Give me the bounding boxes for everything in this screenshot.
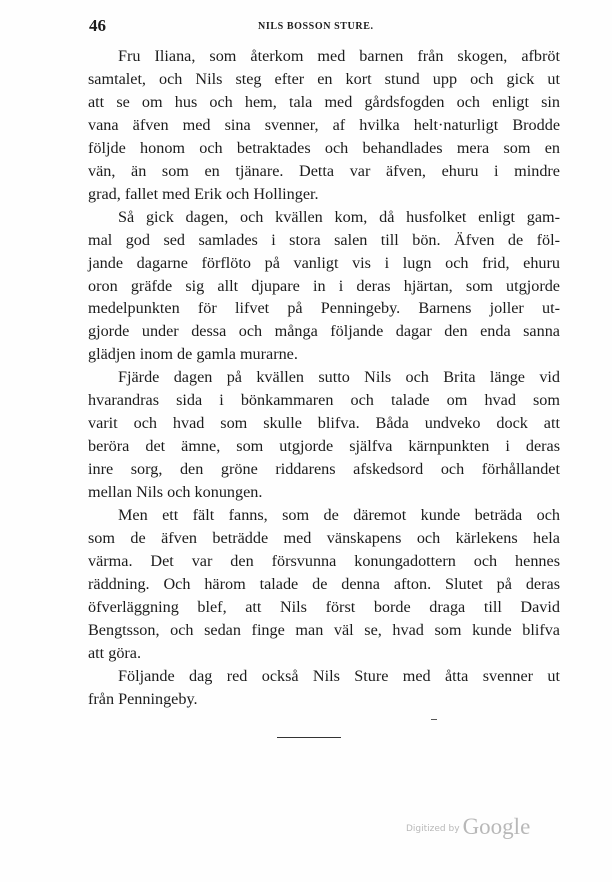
- text-line: Bengtsson, och sedan finge man väl se, hvad som kunde blifva: [88, 620, 560, 639]
- text-line: mellan Nils och konungen.: [88, 483, 263, 502]
- body-text: [88, 45, 560, 711]
- text-line: att göra.: [88, 643, 142, 662]
- digitized-watermark: [406, 814, 530, 840]
- text-line: Men ett fält fanns, som de däremot kunde beträda och: [118, 506, 560, 525]
- paragraph: [88, 665, 560, 711]
- text-line: Fru Iliana, som återkom med barnen från skogen, afbröt: [118, 47, 560, 65]
- text-line: vana äfven med sina svenner, af hvilka helt·naturligt Brodde: [88, 115, 560, 134]
- text-line: öfverläggning blef, att Nils först borde draga till David: [88, 597, 560, 616]
- text-line: beröra det ämne, som utgjorde själfva kärnpunkten i deras: [88, 437, 560, 456]
- text-line: att se om hus och hem, tala med gårdsfogden och enligt sin: [88, 92, 560, 111]
- paragraph: [88, 504, 560, 665]
- page-number: 46: [89, 16, 106, 35]
- text-line: mal god sed samlades i stora salen till bön. Äfven de föl-: [88, 230, 560, 249]
- text-line: hvarandras sida i bönkammaren och talade om hvad som: [88, 391, 560, 410]
- text-line: varit och hvad som skulle blifva. Båda undveko dock att: [88, 414, 560, 433]
- text-line: följde honom och betraktades och behandlades mera som en: [88, 138, 560, 157]
- running-head: NILS BOSSON STURE.: [258, 21, 374, 32]
- text-line: gjorde under dessa och många följande dagar den enda sanna: [88, 322, 560, 341]
- text-line: vän, än som en tjänare. Detta var äfven, ehuru i mindre: [88, 161, 560, 180]
- text-line: värma. Det var den försvunna konungadottern och hennes: [88, 551, 560, 570]
- text-line: glädjen inom de gamla murarne.: [88, 345, 298, 364]
- paragraph: [88, 45, 560, 206]
- text-line: oron gräfde sig allt djupare in i deras hjärtan, som utgjorde: [88, 276, 560, 295]
- text-line: Så gick dagen, och kvällen kom, då husfolket enligt gam-: [118, 207, 560, 226]
- digitized-by-label: Digitized by: [406, 824, 460, 834]
- text-line: medelpunkten för lifvet på Penningeby. Barnens joller ut-: [88, 299, 560, 318]
- text-line: grad, fallet med Erik och Hollinger.: [88, 184, 319, 203]
- text-line: Följande dag red också Nils Sture med åtta svenner ut: [118, 666, 560, 685]
- text-line: som de äfven beträdde med vänskapens och kärlekens hela: [88, 529, 560, 548]
- text-line: inre sorg, den gröne riddarens afskedsord och förhållandet: [88, 460, 560, 479]
- text-line: från Penningeby.: [88, 689, 198, 708]
- text-line: jande dagarne förflöto på vanligt vis i lugn och frid, ehuru: [88, 253, 560, 272]
- text-line: räddning. Och härom talade de denna afton. Slutet på deras: [88, 574, 560, 593]
- text-line: samtalet, och Nils steg efter en kort stund upp och gick ut: [88, 69, 560, 88]
- end-of-chapter-rule: [277, 737, 341, 738]
- text-line: Fjärde dagen på kvällen sutto Nils och Brita länge vid: [118, 368, 560, 387]
- stray-mark: [431, 719, 437, 720]
- paragraph: [88, 366, 560, 504]
- google-wordmark: Google: [462, 814, 531, 839]
- paragraph: [88, 206, 560, 367]
